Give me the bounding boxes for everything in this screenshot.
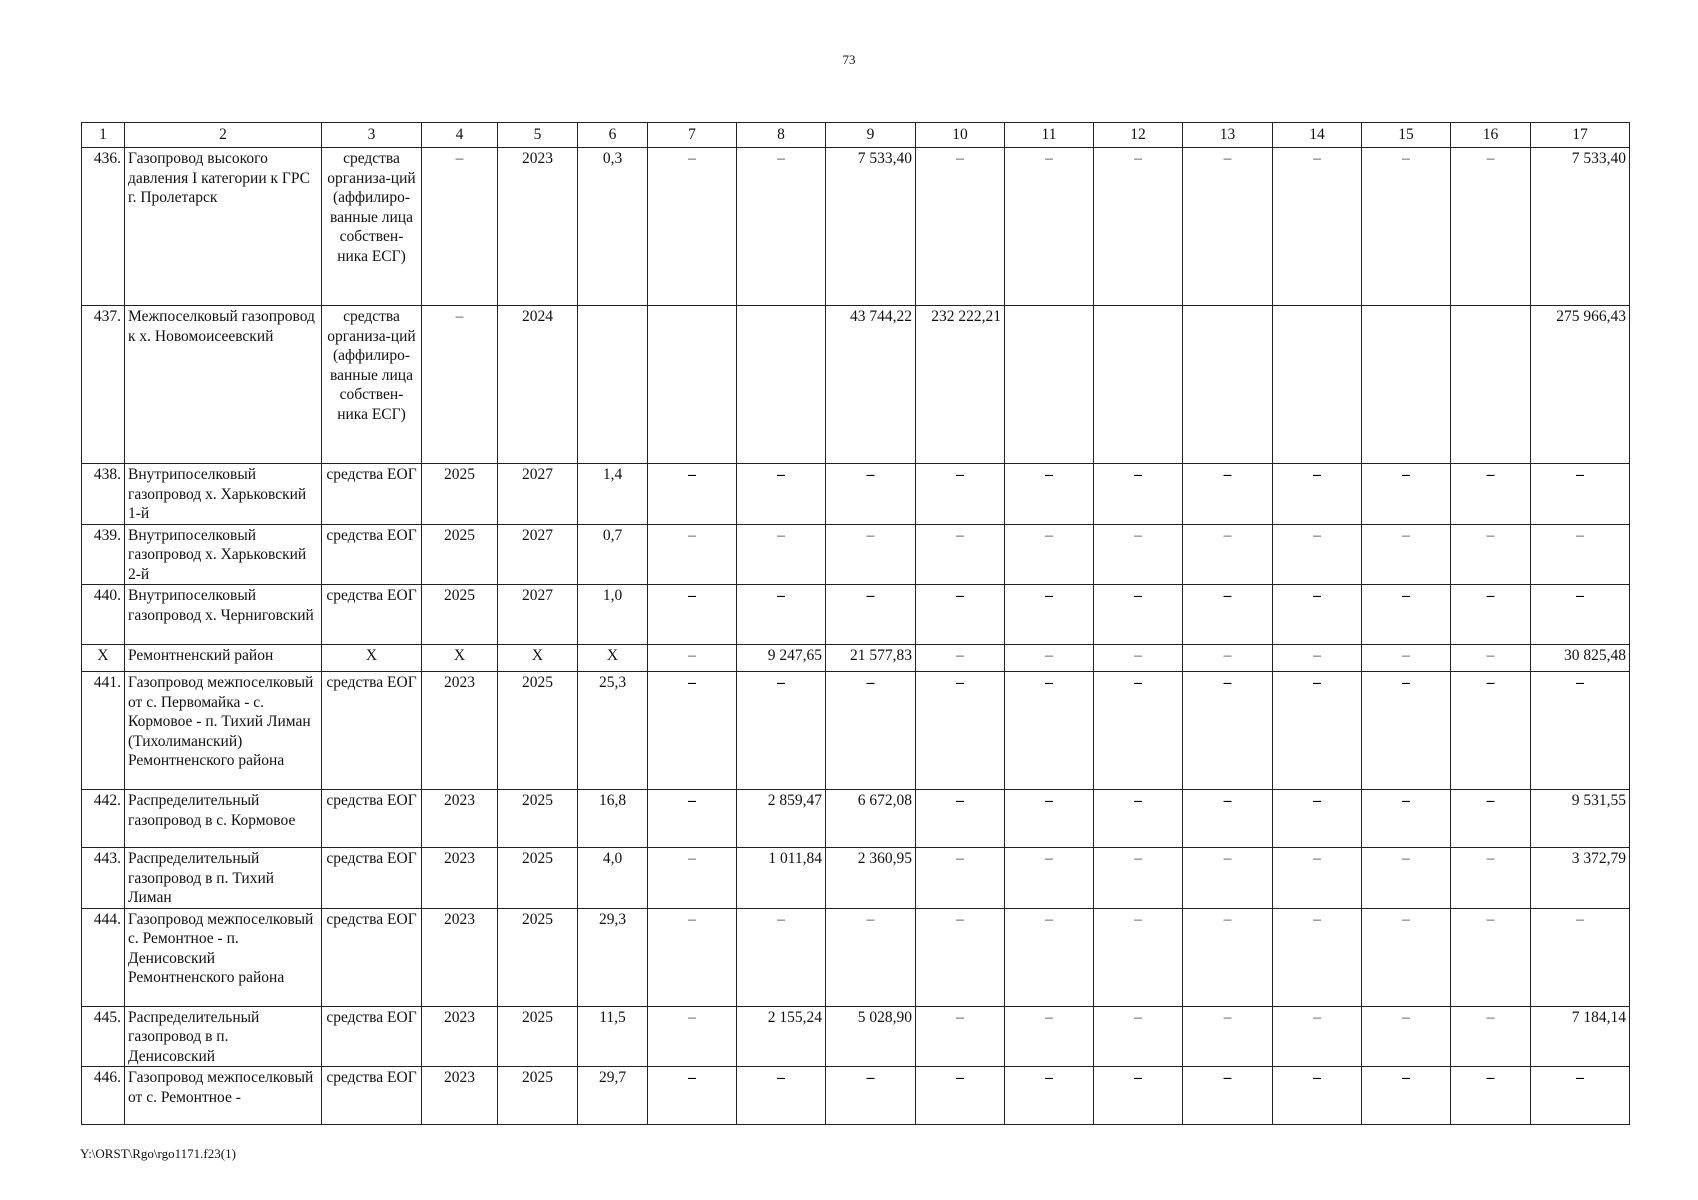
start-year-cell: Х (422, 645, 498, 672)
object-name-cell: Газопровод высокого давления I категории к ГРС г. Пролетарск (125, 148, 322, 306)
value-cell-col-12: – (1094, 645, 1183, 672)
value-cell-col-17: – (1531, 908, 1630, 1006)
table-row (82, 1067, 1630, 1125)
table-row (82, 306, 1630, 464)
value-cell-col-14: – (1273, 148, 1362, 306)
end-year-cell: 2025 (498, 908, 578, 1006)
value-cell-col-14: – (1273, 645, 1362, 672)
value-cell-col-7: – (648, 148, 737, 306)
end-year-cell: 2024 (498, 306, 578, 464)
table-row (82, 908, 1630, 1006)
value-cell-col-9: 7 533,40 (826, 148, 916, 306)
value-cell-col-10: – (916, 1067, 1005, 1125)
value-cell-col-7: – (648, 790, 737, 848)
row-number-cell: 439. (82, 524, 125, 585)
value-cell-col-15: – (1362, 1067, 1451, 1125)
value-cell-col-11: – (1005, 1067, 1094, 1125)
value-cell-col-17: – (1531, 464, 1630, 525)
value-cell-col-13: – (1183, 672, 1273, 790)
value-cell-col-16: – (1451, 524, 1531, 585)
value-cell-col-10: – (916, 645, 1005, 672)
value-cell-col-12: – (1094, 585, 1183, 645)
end-year-cell: 2025 (498, 790, 578, 848)
value-cell-col-16: – (1451, 790, 1531, 848)
table-row (82, 1006, 1630, 1067)
table-body (82, 148, 1630, 1125)
value-cell-col-7: – (648, 908, 737, 1006)
object-name-cell: Межпоселковый газопровод к х. Новомоисеевский (125, 306, 322, 464)
value-cell-col-14: – (1273, 524, 1362, 585)
value-cell-col-8: – (737, 672, 826, 790)
value-cell-col-10: – (916, 1006, 1005, 1067)
object-name-cell: Распределительный газопровод в п. Денисовский (125, 1006, 322, 1067)
value-cell-col-17: 275 966,43 (1531, 306, 1630, 464)
value-cell-col-9: 21 577,83 (826, 645, 916, 672)
object-name-cell: Газопровод межпоселковый от с. Ремонтное - (125, 1067, 322, 1125)
value-cell-col-9: 43 744,22 (826, 306, 916, 464)
value-cell-col-7: – (648, 524, 737, 585)
row-number-cell: 441. (82, 672, 125, 790)
length-cell: 29,3 (578, 908, 648, 1006)
funding-source-cell: Х (322, 645, 422, 672)
value-cell-col-13: – (1183, 1006, 1273, 1067)
value-cell-col-10: – (916, 848, 1005, 909)
page-number: 73 (842, 52, 856, 67)
end-year-cell: 2025 (498, 848, 578, 909)
value-cell-col-16: – (1451, 585, 1531, 645)
object-name-cell: Газопровод межпоселковый от с. Первомайка - с. Кормовое - п. Тихий Лиман (Тихолиманский) Ремонтненского района (125, 672, 322, 790)
row-number-cell: 440. (82, 585, 125, 645)
value-cell-col-16: – (1451, 645, 1531, 672)
length-cell: 0,3 (578, 148, 648, 306)
table-row (82, 524, 1630, 585)
end-year-cell: 2023 (498, 148, 578, 306)
value-cell-col-17: 7 533,40 (1531, 148, 1630, 306)
object-name-cell: Ремонтненский район (125, 645, 322, 672)
value-cell-col-8 (737, 306, 826, 464)
value-cell-col-17: – (1531, 1067, 1630, 1125)
object-name-cell: Внутрипоселковый газопровод х. Харьковский 2-й (125, 524, 322, 585)
value-cell-col-8: – (737, 464, 826, 525)
value-cell-col-16 (1451, 306, 1531, 464)
length-cell: 0,7 (578, 524, 648, 585)
value-cell-col-7: – (648, 585, 737, 645)
table-row (82, 645, 1630, 672)
row-number-cell: 444. (82, 908, 125, 1006)
value-cell-col-14 (1273, 306, 1362, 464)
value-cell-col-11 (1005, 306, 1094, 464)
value-cell-col-15: – (1362, 585, 1451, 645)
end-year-cell: Х (498, 645, 578, 672)
funding-source-cell: средства ЕОГ (322, 1067, 422, 1125)
value-cell-col-10: – (916, 790, 1005, 848)
value-cell-col-7: – (648, 1067, 737, 1125)
table-row (82, 464, 1630, 525)
length-cell: 11,5 (578, 1006, 648, 1067)
value-cell-col-13 (1183, 306, 1273, 464)
column-header-8: 8 (737, 123, 826, 148)
row-number-cell: 446. (82, 1067, 125, 1125)
column-header-3: 3 (322, 123, 422, 148)
value-cell-col-13: – (1183, 148, 1273, 306)
table-row (82, 585, 1630, 645)
end-year-cell: 2027 (498, 585, 578, 645)
value-cell-col-16: – (1451, 848, 1531, 909)
value-cell-col-10: – (916, 464, 1005, 525)
value-cell-col-17: 30 825,48 (1531, 645, 1630, 672)
value-cell-col-13: – (1183, 645, 1273, 672)
value-cell-col-11: – (1005, 585, 1094, 645)
value-cell-col-10: – (916, 148, 1005, 306)
row-number-cell: 437. (82, 306, 125, 464)
value-cell-col-15 (1362, 306, 1451, 464)
value-cell-col-13: – (1183, 585, 1273, 645)
object-name-cell: Внутрипоселковый газопровод х. Черниговский (125, 585, 322, 645)
value-cell-col-13: – (1183, 790, 1273, 848)
funding-source-cell: средства ЕОГ (322, 672, 422, 790)
funding-source-cell: средства ЕОГ (322, 790, 422, 848)
funding-source-cell: средства ЕОГ (322, 464, 422, 525)
value-cell-col-12: – (1094, 1067, 1183, 1125)
end-year-cell: 2025 (498, 672, 578, 790)
value-cell-col-9: – (826, 908, 916, 1006)
value-cell-col-16: – (1451, 464, 1531, 525)
value-cell-col-8: – (737, 524, 826, 585)
value-cell-col-7: – (648, 464, 737, 525)
value-cell-col-12: – (1094, 908, 1183, 1006)
value-cell-col-15: – (1362, 1006, 1451, 1067)
table-row (82, 790, 1630, 848)
row-number-cell: 436. (82, 148, 125, 306)
funding-source-cell: средства организа-ций (аффилиро-ванные лица собствен-ника ЕСГ) (322, 148, 422, 306)
start-year-cell: 2025 (422, 524, 498, 585)
start-year-cell: – (422, 148, 498, 306)
value-cell-col-17: 9 531,55 (1531, 790, 1630, 848)
end-year-cell: 2025 (498, 1067, 578, 1125)
column-header-2: 2 (125, 123, 322, 148)
length-cell: 1,4 (578, 464, 648, 525)
value-cell-col-17: – (1531, 524, 1630, 585)
value-cell-col-13: – (1183, 524, 1273, 585)
value-cell-col-15: – (1362, 148, 1451, 306)
column-header-4: 4 (422, 123, 498, 148)
length-cell: 25,3 (578, 672, 648, 790)
value-cell-col-15: – (1362, 790, 1451, 848)
value-cell-col-14: – (1273, 464, 1362, 525)
value-cell-col-8: – (737, 1067, 826, 1125)
value-cell-col-17: 3 372,79 (1531, 848, 1630, 909)
column-header-6: 6 (578, 123, 648, 148)
column-header-12: 12 (1094, 123, 1183, 148)
column-header-16: 16 (1451, 123, 1531, 148)
value-cell-col-16: – (1451, 672, 1531, 790)
value-cell-col-16: – (1451, 1067, 1531, 1125)
column-header-7: 7 (648, 123, 737, 148)
value-cell-col-13: – (1183, 848, 1273, 909)
object-name-cell: Распределительный газопровод в п. Тихий Лиман (125, 848, 322, 909)
length-cell: 16,8 (578, 790, 648, 848)
start-year-cell: 2023 (422, 1006, 498, 1067)
object-name-cell: Распределительный газопровод в с. Кормовое (125, 790, 322, 848)
value-cell-col-7: – (648, 1006, 737, 1067)
value-cell-col-11: – (1005, 1006, 1094, 1067)
value-cell-col-14: – (1273, 1006, 1362, 1067)
value-cell-col-11: – (1005, 908, 1094, 1006)
column-header-17: 17 (1531, 123, 1630, 148)
length-cell: 29,7 (578, 1067, 648, 1125)
funding-source-cell: средства организа-ций (аффилиро-ванные лица собствен-ника ЕСГ) (322, 306, 422, 464)
value-cell-col-17: – (1531, 585, 1630, 645)
value-cell-col-7: – (648, 672, 737, 790)
column-header-15: 15 (1362, 123, 1451, 148)
column-header-1: 1 (82, 123, 125, 148)
length-cell: 4,0 (578, 848, 648, 909)
funding-source-cell: средства ЕОГ (322, 1006, 422, 1067)
start-year-cell: 2023 (422, 908, 498, 1006)
value-cell-col-9: – (826, 464, 916, 525)
column-header-13: 13 (1183, 123, 1273, 148)
start-year-cell: 2023 (422, 1067, 498, 1125)
value-cell-col-11: – (1005, 848, 1094, 909)
value-cell-col-12: – (1094, 524, 1183, 585)
value-cell-col-15: – (1362, 464, 1451, 525)
value-cell-col-7: – (648, 848, 737, 909)
value-cell-col-13: – (1183, 464, 1273, 525)
table-row (82, 672, 1630, 790)
column-header-14: 14 (1273, 123, 1362, 148)
value-cell-col-9: – (826, 1067, 916, 1125)
value-cell-col-14: – (1273, 848, 1362, 909)
value-cell-col-11: – (1005, 790, 1094, 848)
column-header-row (82, 123, 1630, 148)
row-number-cell: Х (82, 645, 125, 672)
value-cell-col-17: – (1531, 672, 1630, 790)
value-cell-col-12: – (1094, 672, 1183, 790)
value-cell-col-10: – (916, 524, 1005, 585)
funding-source-cell: средства ЕОГ (322, 848, 422, 909)
value-cell-col-12: – (1094, 848, 1183, 909)
value-cell-col-8: – (737, 908, 826, 1006)
footer-file-path: Y:\ORST\Rgo\rgo1171.f23(1) (80, 1146, 236, 1161)
value-cell-col-10: – (916, 585, 1005, 645)
value-cell-col-15: – (1362, 908, 1451, 1006)
value-cell-col-15: – (1362, 848, 1451, 909)
funding-source-cell: средства ЕОГ (322, 908, 422, 1006)
value-cell-col-12 (1094, 306, 1183, 464)
value-cell-col-7 (648, 306, 737, 464)
value-cell-col-9: – (826, 524, 916, 585)
value-cell-col-10: – (916, 672, 1005, 790)
row-number-cell: 442. (82, 790, 125, 848)
value-cell-col-12: – (1094, 464, 1183, 525)
value-cell-col-8: 1 011,84 (737, 848, 826, 909)
value-cell-col-9: 6 672,08 (826, 790, 916, 848)
value-cell-col-16: – (1451, 148, 1531, 306)
value-cell-col-7: – (648, 645, 737, 672)
start-year-cell: 2025 (422, 464, 498, 525)
end-year-cell: 2027 (498, 524, 578, 585)
column-header-5: 5 (498, 123, 578, 148)
row-number-cell: 438. (82, 464, 125, 525)
value-cell-col-12: – (1094, 1006, 1183, 1067)
column-header-11: 11 (1005, 123, 1094, 148)
length-cell: Х (578, 645, 648, 672)
funding-source-cell: средства ЕОГ (322, 585, 422, 645)
value-cell-col-9: 5 028,90 (826, 1006, 916, 1067)
start-year-cell: 2023 (422, 790, 498, 848)
length-cell: 1,0 (578, 585, 648, 645)
value-cell-col-13: – (1183, 908, 1273, 1006)
value-cell-col-15: – (1362, 645, 1451, 672)
value-cell-col-10: – (916, 908, 1005, 1006)
row-number-cell: 443. (82, 848, 125, 909)
value-cell-col-11: – (1005, 672, 1094, 790)
column-header-10: 10 (916, 123, 1005, 148)
value-cell-col-8: – (737, 148, 826, 306)
value-cell-col-11: – (1005, 645, 1094, 672)
value-cell-col-17: 7 184,14 (1531, 1006, 1630, 1067)
start-year-cell: 2023 (422, 672, 498, 790)
data-table (81, 122, 1630, 1125)
value-cell-col-14: – (1273, 908, 1362, 1006)
value-cell-col-8: 9 247,65 (737, 645, 826, 672)
table-row (82, 148, 1630, 306)
value-cell-col-8: 2 155,24 (737, 1006, 826, 1067)
value-cell-col-12: – (1094, 148, 1183, 306)
start-year-cell: 2023 (422, 848, 498, 909)
value-cell-col-14: – (1273, 1067, 1362, 1125)
funding-source-cell: средства ЕОГ (322, 524, 422, 585)
value-cell-col-16: – (1451, 1006, 1531, 1067)
object-name-cell: Газопровод межпоселковый с. Ремонтное - п. Денисовский Ремонтненского района (125, 908, 322, 1006)
value-cell-col-9: – (826, 672, 916, 790)
length-cell (578, 306, 648, 464)
object-name-cell: Внутрипоселковый газопровод х. Харьковский 1-й (125, 464, 322, 525)
value-cell-col-11: – (1005, 464, 1094, 525)
value-cell-col-11: – (1005, 524, 1094, 585)
value-cell-col-16: – (1451, 908, 1531, 1006)
value-cell-col-11: – (1005, 148, 1094, 306)
value-cell-col-9: – (826, 585, 916, 645)
start-year-cell: – (422, 306, 498, 464)
value-cell-col-10: 232 222,21 (916, 306, 1005, 464)
table-row (82, 848, 1630, 909)
value-cell-col-8: – (737, 585, 826, 645)
value-cell-col-15: – (1362, 524, 1451, 585)
value-cell-col-14: – (1273, 585, 1362, 645)
value-cell-col-12: – (1094, 790, 1183, 848)
value-cell-col-8: 2 859,47 (737, 790, 826, 848)
end-year-cell: 2025 (498, 1006, 578, 1067)
row-number-cell: 445. (82, 1006, 125, 1067)
column-header-9: 9 (826, 123, 916, 148)
value-cell-col-13: – (1183, 1067, 1273, 1125)
value-cell-col-9: 2 360,95 (826, 848, 916, 909)
end-year-cell: 2027 (498, 464, 578, 525)
value-cell-col-15: – (1362, 672, 1451, 790)
value-cell-col-14: – (1273, 672, 1362, 790)
value-cell-col-14: – (1273, 790, 1362, 848)
start-year-cell: 2025 (422, 585, 498, 645)
